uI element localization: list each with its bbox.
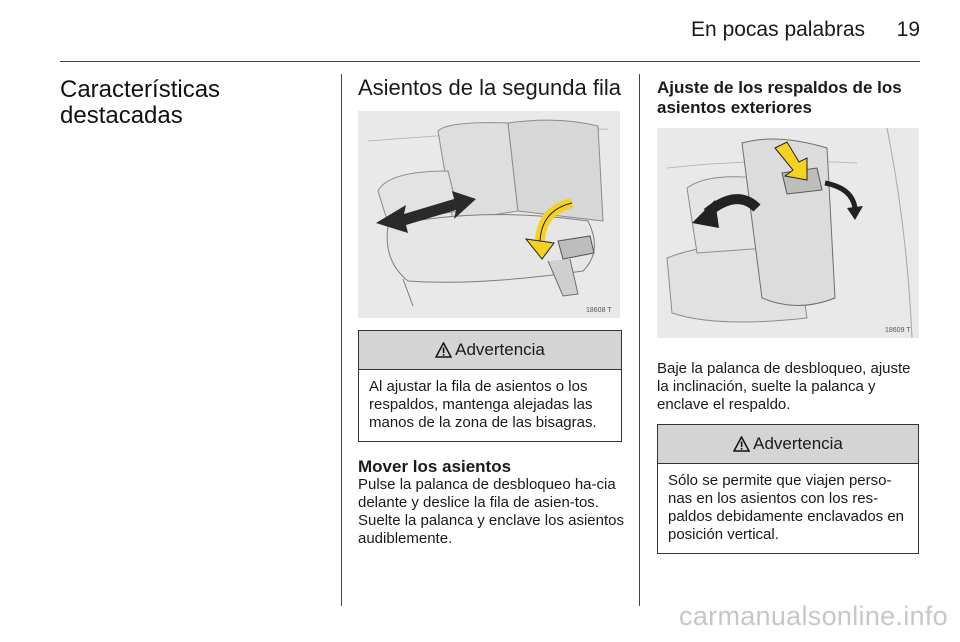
second-row-heading: Asientos de la segunda fila xyxy=(358,75,621,100)
move-seats-heading: Mover los asientos xyxy=(358,457,512,476)
warning-title: Advertencia xyxy=(753,434,843,453)
warning-triangle-icon xyxy=(435,342,452,358)
warning-text: Al ajustar la fila de asientos o los respaldos, mantenga alejadas las manos de la zona de las bisagras. xyxy=(369,378,597,431)
header-rule xyxy=(60,61,920,62)
outer-backrest-column xyxy=(657,78,920,554)
warning-title: Advertencia xyxy=(455,340,545,359)
figure-code: 18608 T xyxy=(586,307,612,314)
second-row-column xyxy=(358,75,624,548)
column-divider-right xyxy=(639,74,640,606)
section-title: Características destacadas xyxy=(60,76,221,129)
figure-code: 18609 T xyxy=(885,327,911,334)
backrest-instructions: Baje la palanca de desbloqueo, ajuste la inclinación, suelte la palanca y enclave el respaldo. xyxy=(657,360,911,413)
warning-box-upright xyxy=(657,424,919,554)
warning-box-hinges xyxy=(358,330,622,442)
page-number: 19 xyxy=(896,18,920,41)
outer-backrest-heading: Ajuste de los respaldos de los asientos exteriores xyxy=(657,78,902,117)
header-title: En pocas palabras xyxy=(691,18,865,41)
warning-text: Sólo se permite que viajen perso-nas en los asientos con los res-paldos debidamente enclavados en posición vertical. xyxy=(668,472,905,543)
seat-slide-illustration xyxy=(358,111,620,318)
move-seats-text: Pulse la palanca de desbloqueo ha-cia delante y deslice la fila de asien-tos. Suelte la palanca y enclave los asientos audiblemente. xyxy=(358,476,625,547)
warning-triangle-icon xyxy=(733,436,750,452)
watermark: carmanualsonline.info xyxy=(679,601,948,631)
column-divider-left xyxy=(341,74,342,606)
backrest-tilt-illustration xyxy=(657,128,919,338)
